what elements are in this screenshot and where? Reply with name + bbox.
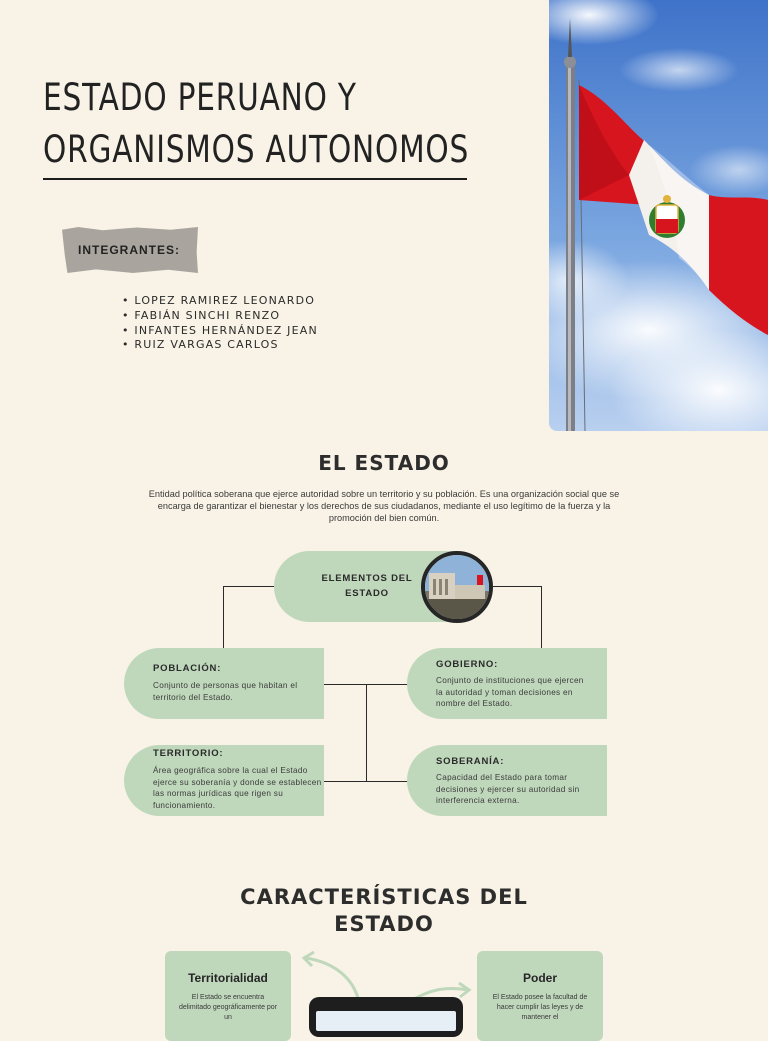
element-body: Conjunto de instituciones que ejercen la autoridad y toman decisiones en nombre del Estado. bbox=[436, 676, 584, 708]
feature-title: Poder bbox=[522, 971, 557, 985]
feature-title: Territorialidad bbox=[188, 971, 268, 985]
connector-line bbox=[490, 586, 542, 587]
connector-line bbox=[366, 684, 367, 781]
member-item: • FABIÁN SINCHI RENZO bbox=[122, 309, 318, 324]
connector-line bbox=[323, 781, 408, 782]
element-title: GOBIERNO: bbox=[436, 659, 499, 670]
element-body: Área geográfica sobre la cual el Estado ejerce su soberanía y donde se establecen las normas jurídicas que rigen su funcionamiento. bbox=[153, 766, 322, 810]
element-title: SOBERANÍA: bbox=[436, 756, 505, 767]
member-item: • LOPEZ RAMIREZ LEONARDO bbox=[122, 294, 318, 309]
estado-heading: EL ESTADO bbox=[318, 451, 450, 475]
connector-line bbox=[223, 586, 224, 648]
feature-body: El Estado posee la facultad de hacer cumplir las leyes y de mantener el bbox=[492, 994, 588, 1021]
member-item: • RUIZ VARGAS CARLOS bbox=[122, 338, 318, 353]
title-divider bbox=[43, 178, 467, 180]
peru-flag-photo bbox=[549, 0, 768, 431]
connector-line bbox=[541, 586, 542, 648]
connector-line bbox=[223, 586, 275, 587]
integrantes-label: INTEGRANTES: bbox=[78, 243, 180, 257]
arrow-icon bbox=[296, 950, 476, 1000]
page-title: ESTADO PERUANO Y ORGANISMOS AUTONOMOS bbox=[43, 76, 470, 171]
element-body: Capacidad del Estado para tomar decisiones y ejercer su autoridad sin interferencia externa. bbox=[436, 773, 580, 805]
estado-description: Entidad política soberana que ejerce autoridad sobre un territorio y su población. Es una organización social que se encarga de garantizar el bienestar y los derechos de sus ciudadanos, mediante el uso legítimo de la fuerza y la promoción del bien común. bbox=[148, 489, 620, 523]
element-title: POBLACIÓN: bbox=[153, 663, 222, 674]
element-body: Conjunto de personas que habitan el territorio del Estado. bbox=[153, 681, 298, 702]
members-list bbox=[122, 294, 318, 353]
flag-image bbox=[549, 0, 768, 431]
member-item: • INFANTES HERNÁNDEZ JEAN bbox=[122, 324, 318, 339]
elements-node-label: ELEMENTOS DEL ESTADO bbox=[321, 573, 413, 599]
feature-body: El Estado se encuentra delimitado geográficamente por un bbox=[178, 994, 278, 1021]
connector-line bbox=[323, 684, 408, 685]
tablet-screen bbox=[316, 1011, 456, 1031]
element-title: TERRITORIO: bbox=[153, 748, 224, 759]
caracteristicas-heading: CARACTERÍSTICAS DEL ESTADO bbox=[240, 885, 528, 936]
palace-photo bbox=[421, 551, 493, 623]
palace-image bbox=[425, 555, 489, 619]
